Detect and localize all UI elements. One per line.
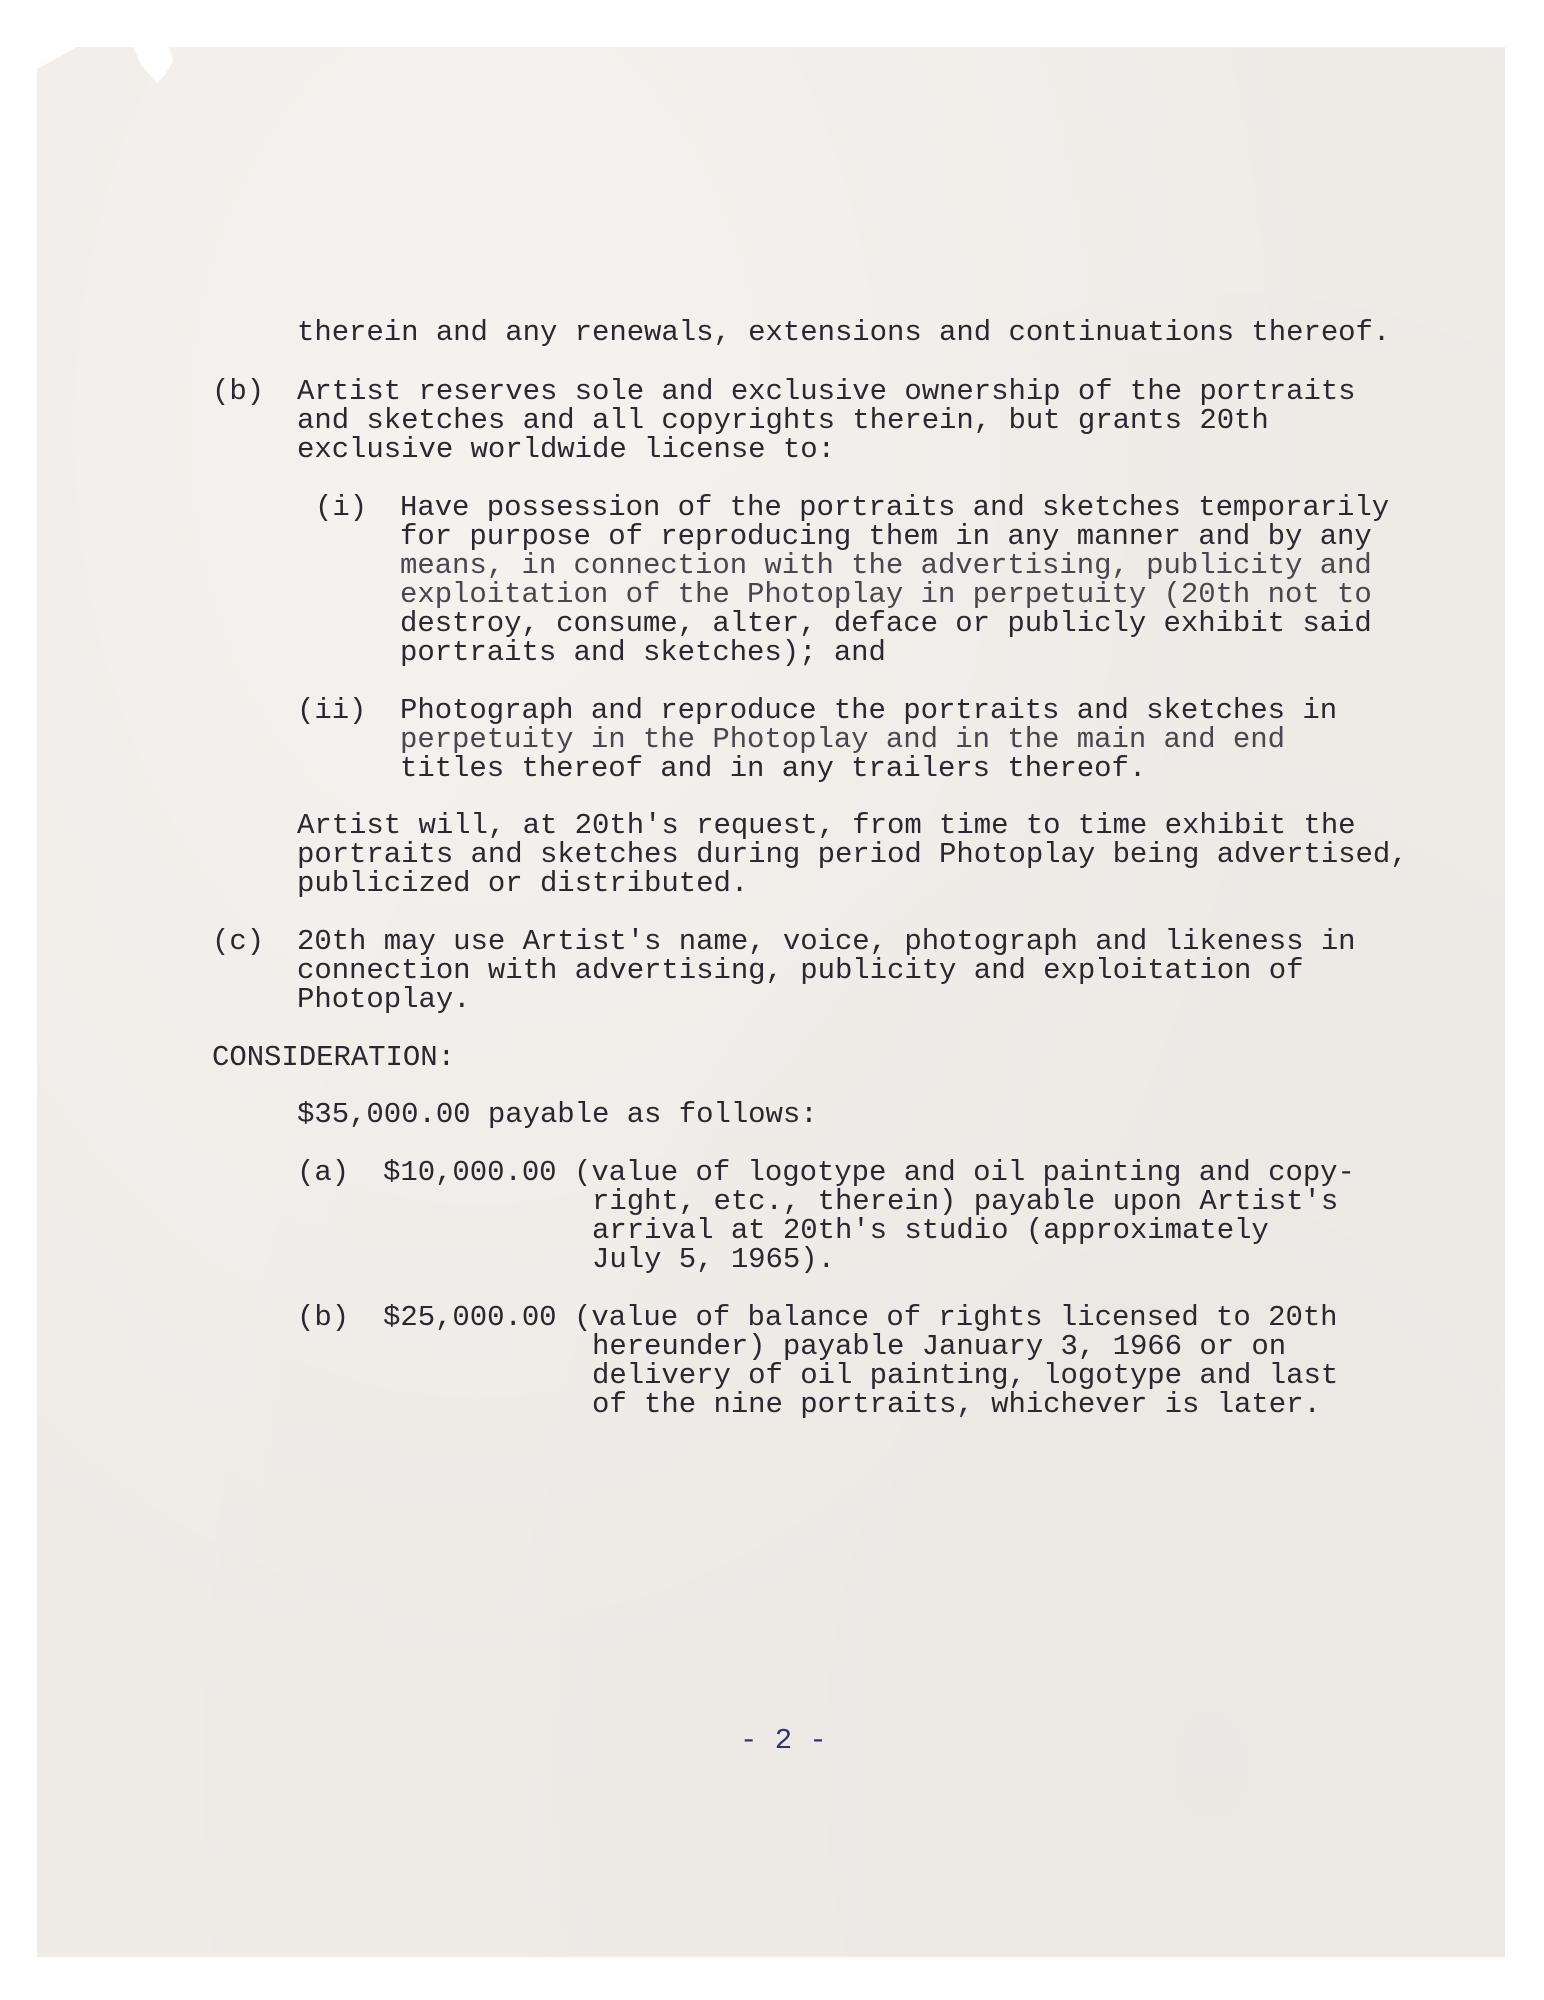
- subclause-ii-line: titles thereof and in any trailers thereof.: [400, 752, 1147, 785]
- clause-b-line: Artist reserves sole and exclusive ownership of the portraits: [297, 375, 1356, 408]
- payment-b-amount: $25,000.00: [383, 1301, 557, 1334]
- subclause-i-line: destroy, consume, alter, deface or publicly exhibit said: [400, 607, 1372, 640]
- payment-a-label: (a): [297, 1156, 350, 1189]
- payment-b-label: (b): [297, 1301, 350, 1334]
- payment-b-line: hereunder) payable January 3, 1966 or on: [592, 1330, 1287, 1363]
- subclause-i-label: (i): [315, 491, 368, 524]
- payment-a-amount: $10,000.00: [383, 1156, 557, 1189]
- clause-b-label: (b): [212, 375, 265, 408]
- payment-b-line: delivery of oil painting, logotype and last: [592, 1359, 1339, 1392]
- clause-c-line: 20th may use Artist's name, voice, photograph and likeness in: [297, 925, 1356, 958]
- subclause-ii-line: Photograph and reproduce the portraits and sketches in: [400, 694, 1338, 727]
- clause-c-line: Photoplay.: [297, 983, 471, 1016]
- subclause-i-line: exploitation of the Photoplay in perpetuity (20th not to: [400, 578, 1372, 611]
- clause-b-line: and sketches and all copyrights therein, but grants 20th: [297, 404, 1269, 437]
- subclause-i-line: portraits and sketches); and: [400, 636, 886, 669]
- exhibit-paragraph-line: publicized or distributed.: [297, 867, 749, 900]
- subclause-ii-line: perpetuity in the Photoplay and in the main and end: [400, 723, 1285, 756]
- subclause-i-line: means, in connection with the advertising, publicity and: [400, 549, 1372, 582]
- exhibit-paragraph-line: portraits and sketches during period Photoplay being advertised,: [297, 838, 1408, 871]
- consideration-heading: CONSIDERATION:: [212, 1041, 455, 1074]
- payment-a-line: arrival at 20th's studio (approximately: [592, 1214, 1269, 1247]
- payment-a-line: right, etc., therein) payable upon Artist's: [592, 1185, 1339, 1218]
- page-number: - 2 -: [740, 1724, 827, 1757]
- payment-b-line: of the nine portraits, whichever is later.: [592, 1388, 1321, 1421]
- payment-b-line: (value of balance of rights licensed to 20th: [574, 1301, 1338, 1334]
- clause-c-line: connection with advertising, publicity and exploitation of: [297, 954, 1304, 987]
- clause-b-line: exclusive worldwide license to:: [297, 433, 835, 466]
- clause-c-label: (c): [212, 925, 265, 958]
- continuation-line: therein and any renewals, extensions and continuations thereof.: [297, 316, 1391, 349]
- subclause-ii-label: (ii): [297, 694, 367, 727]
- payment-a-line: (value of logotype and oil painting and copy-: [574, 1156, 1355, 1189]
- payment-a-line: July 5, 1965).: [592, 1243, 835, 1276]
- subclause-i-line: Have possession of the portraits and sketches temporarily: [400, 491, 1390, 524]
- subclause-i-line: for purpose of reproducing them in any manner and by any: [400, 520, 1372, 553]
- consideration-total: $35,000.00 payable as follows:: [297, 1098, 818, 1131]
- exhibit-paragraph-line: Artist will, at 20th's request, from time to time exhibit the: [297, 809, 1356, 842]
